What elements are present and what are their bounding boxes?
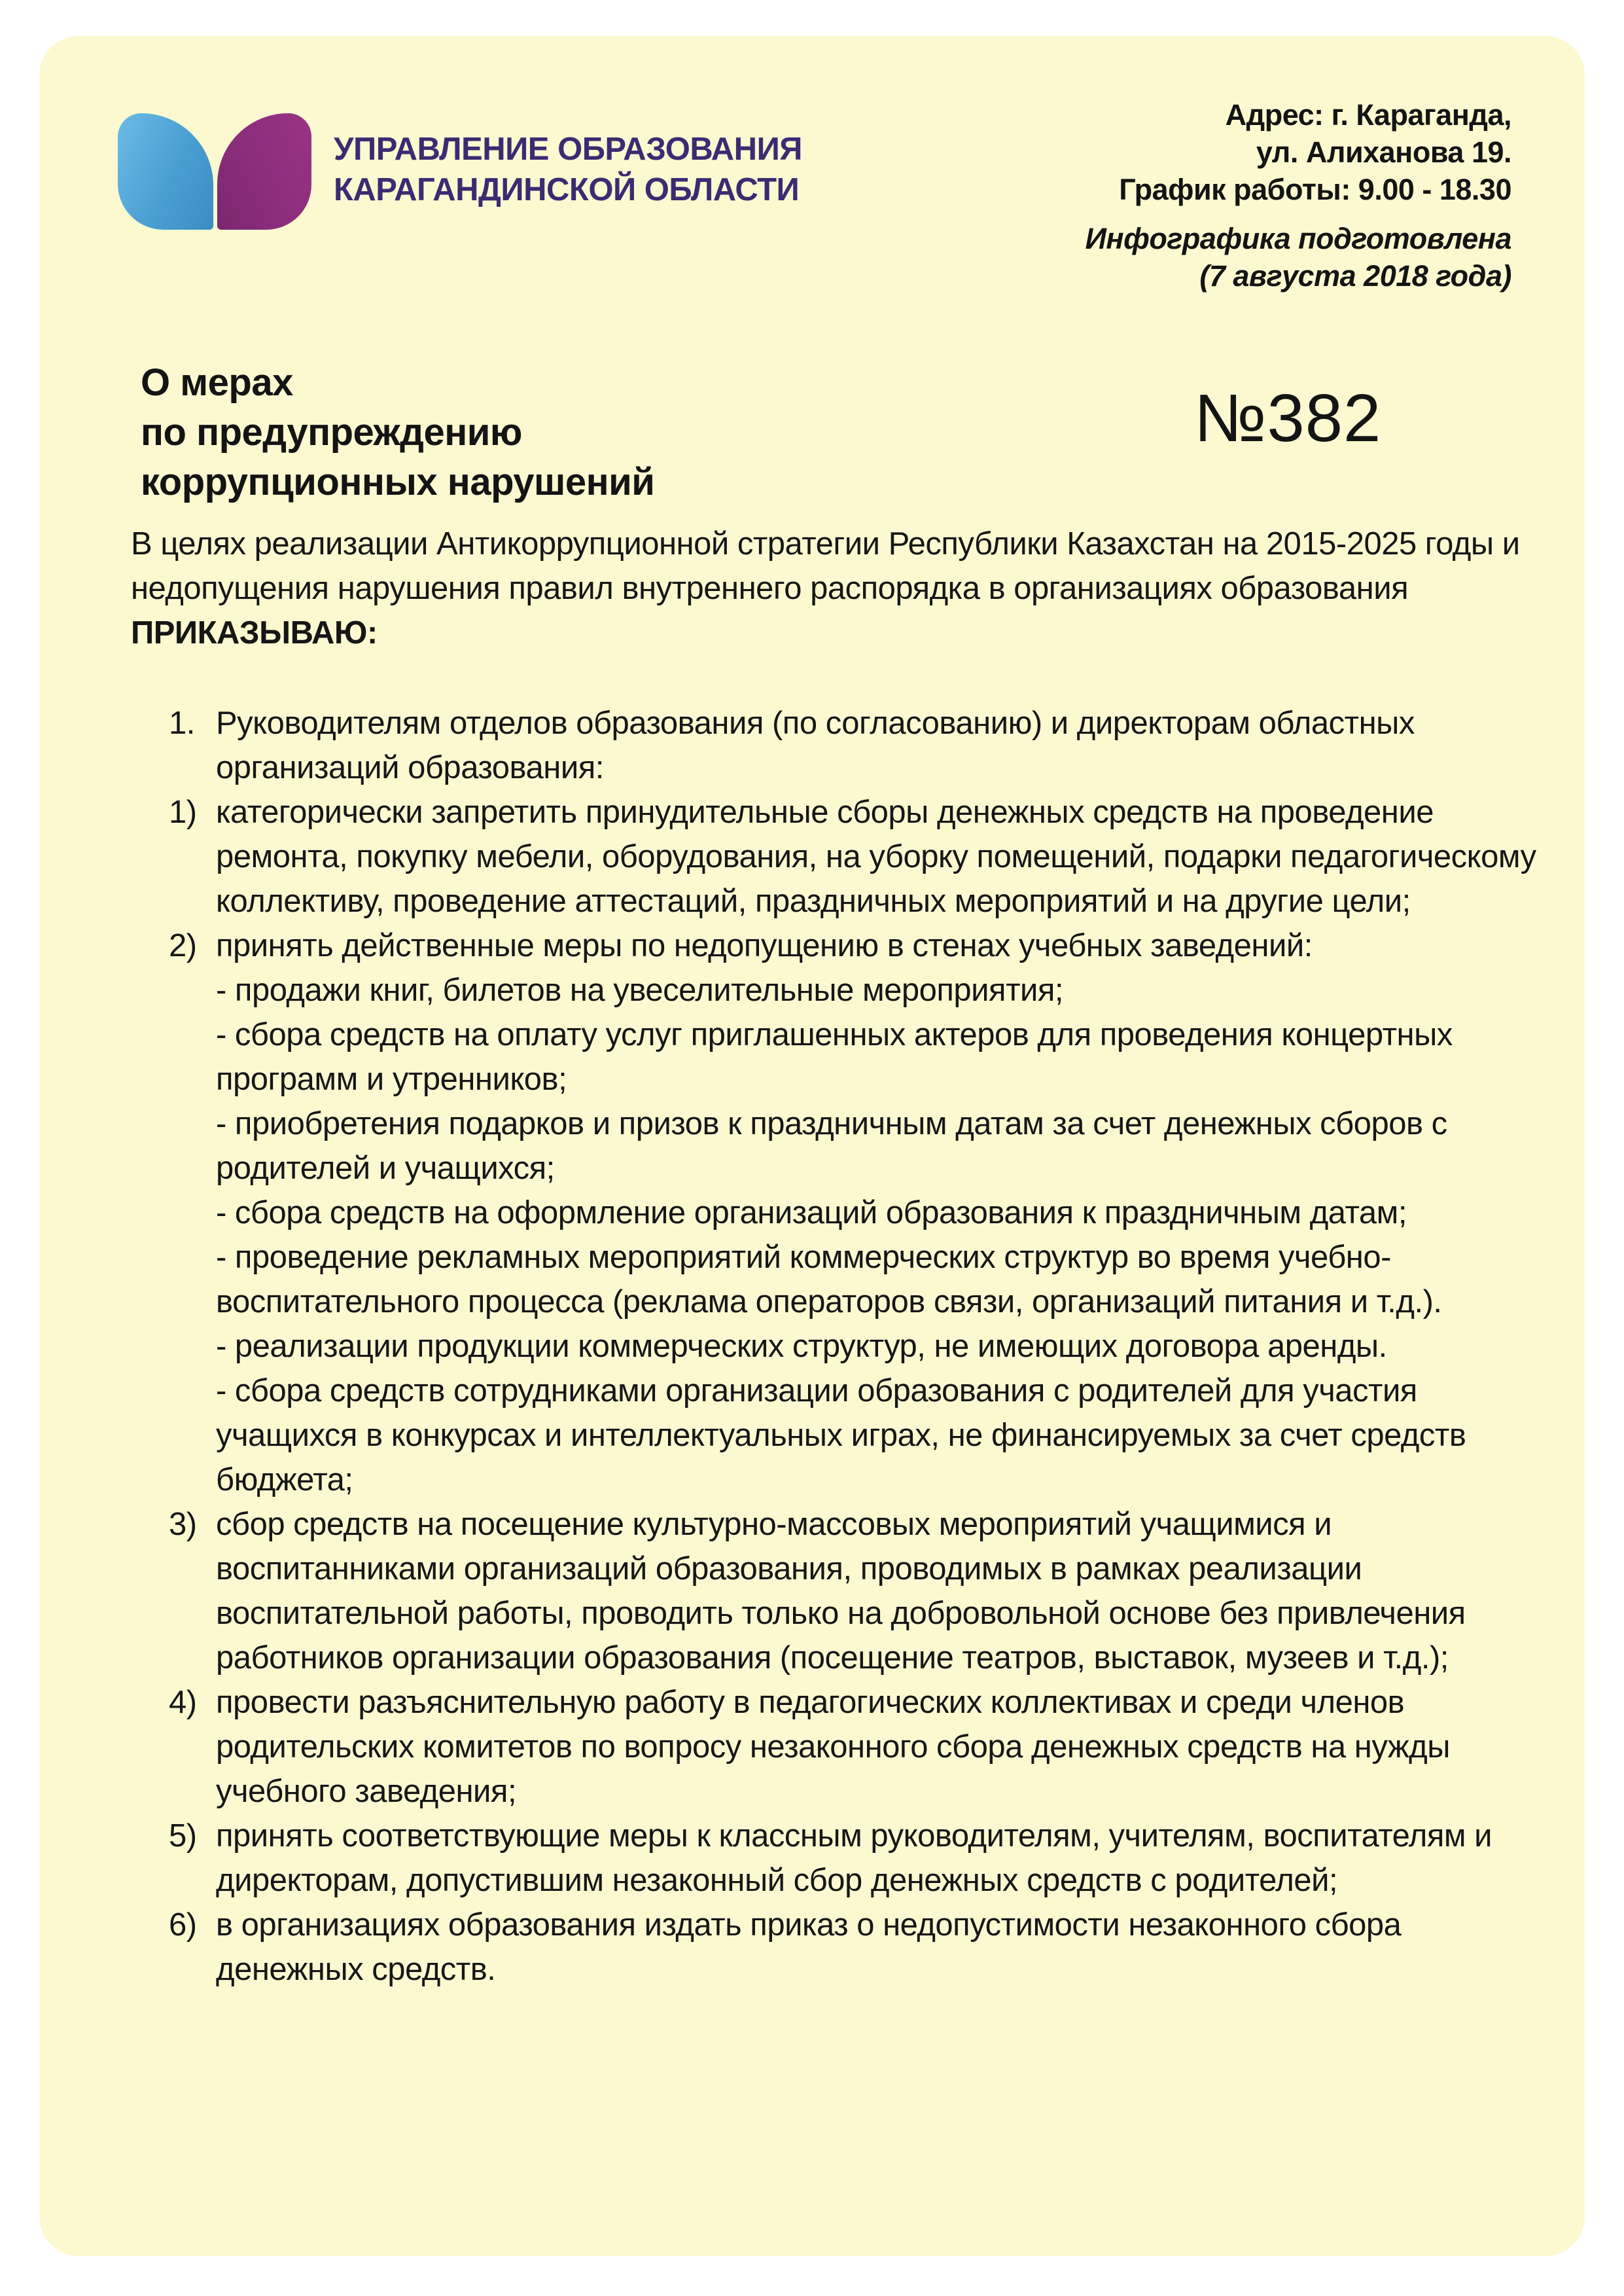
- list-item: [131, 1903, 1551, 1992]
- list-sub-item: - приобретения подарков и призов к праздничным датам за счет денежных сборов с родителей и учащихся;: [216, 1106, 1447, 1186]
- list-sub-item: - сбора средств сотрудниками организации образования с родителей для участия учащихся в конкурсах и интеллектуальных играх, не финансируемых за счет средств бюджета;: [216, 1373, 1466, 1498]
- order-title-line1: О мерах: [141, 361, 293, 404]
- order-title: [141, 358, 654, 507]
- list-item: [131, 701, 1551, 790]
- order-title-line2: по предупреждению: [141, 411, 522, 454]
- order-number: №382: [1194, 380, 1382, 456]
- organization-name: [334, 129, 802, 210]
- infographic-note: [1086, 220, 1511, 295]
- contact-block: [1086, 96, 1511, 295]
- list-item-text: Руководителям отделов образования (по согласованию) и директорам областных организаций образования:: [216, 706, 1415, 785]
- logo-right-page-shape: [217, 113, 311, 230]
- order-list: [131, 701, 1551, 1992]
- list-item: [131, 924, 1551, 968]
- list-item-marker: 5): [169, 1818, 197, 1854]
- order-title-line3: коррупционных нарушений: [141, 461, 655, 503]
- list-item: [131, 1814, 1551, 1903]
- list-item: [131, 790, 1551, 924]
- list-item-text: принять соответствующие меры к классным руководителям, учителям, воспитателям и директорам, допустившим незаконный сбор денежных средств с родителей;: [216, 1818, 1492, 1898]
- list-item: [131, 1680, 1551, 1814]
- list-item-marker: 1.: [169, 706, 195, 741]
- list-item-text: категорически запретить принудительные сборы денежных средств на проведение ремонта, покупку мебели, оборудования, на уборку помещений, подарки педагогическому коллективу, проведение аттестаций, праздничных мероприятий и на другие цели;: [216, 795, 1536, 919]
- work-schedule: График работы: 9.00 - 18.30: [1119, 173, 1511, 206]
- organization-name-line2: КАРАГАНДИНСКОЙ ОБЛАСТИ: [334, 172, 800, 207]
- order-body: [131, 522, 1551, 1992]
- list-item: [131, 1502, 1551, 1680]
- list-item-text: сбор средств на посещение культурно-массовых мероприятий учащимися и воспитанниками организаций образования, проводимых в рамках реализации воспитательной работы, проводить только на добровольной основе без привлечения работников организации образования (посещение театров, выставок, музеев и т.д.);: [216, 1507, 1466, 1676]
- infographic-card: [39, 36, 1585, 2256]
- address-line-1: Адрес: г. Караганда,: [1225, 98, 1511, 132]
- list-sub-item: - сбора средств на оформление организаций образования к праздничным датам;: [216, 1195, 1407, 1230]
- intro-command: ПРИКАЗЫВАЮ:: [131, 615, 378, 651]
- open-book-logo-icon: [118, 113, 311, 230]
- list-item-marker: 2): [169, 928, 197, 963]
- infographic-note-line1: Инфографика подготовлена: [1085, 222, 1511, 255]
- infographic-note-line2: (7 августа 2018 года): [1199, 259, 1511, 293]
- list-item-text: принять действенные меры по недопущению в стенах учебных заведений:: [216, 928, 1313, 963]
- list-sub-item: - проведение рекламных мероприятий коммерческих структур во время учебно-воспитательного процесса (реклама операторов связи, организаций питания и т.д.).: [216, 1240, 1442, 1319]
- logo-left-page-shape: [118, 113, 213, 230]
- organization-name-line1: УПРАВЛЕНИЕ ОБРАЗОВАНИЯ: [334, 132, 803, 167]
- list-item-marker: 1): [169, 795, 197, 830]
- intro-text: В целях реализации Антикоррупционной стратегии Республики Казахстан на 2015-2025 годы и недопущения нарушения правил внутреннего распорядка в организациях образования: [131, 526, 1520, 606]
- intro-paragraph: [131, 522, 1551, 655]
- list-item-text: провести разъяснительную работу в педагогических коллективах и среди членов родительских комитетов по вопросу незаконного сбора денежных средств на нужды учебного заведения;: [216, 1685, 1450, 1809]
- address-line-2: ул. Алиханова 19.: [1256, 135, 1511, 169]
- list-item-marker: 6): [169, 1907, 197, 1943]
- list-sub-item: - реализации продукции коммерческих структур, не имеющих договора аренды.: [216, 1329, 1387, 1364]
- list-item-marker: 3): [169, 1507, 197, 1542]
- list-sub-item: - продажи книг, билетов на увеселительные мероприятия;: [216, 973, 1064, 1008]
- list-sub-item: - сбора средств на оплату услуг приглашенных актеров для проведения концертных программ и утренников;: [216, 1017, 1453, 1097]
- list-item-text: в организациях образования издать приказ о недопустимости незаконного сбора денежных средств.: [216, 1907, 1402, 1987]
- list-item-marker: 4): [169, 1685, 197, 1720]
